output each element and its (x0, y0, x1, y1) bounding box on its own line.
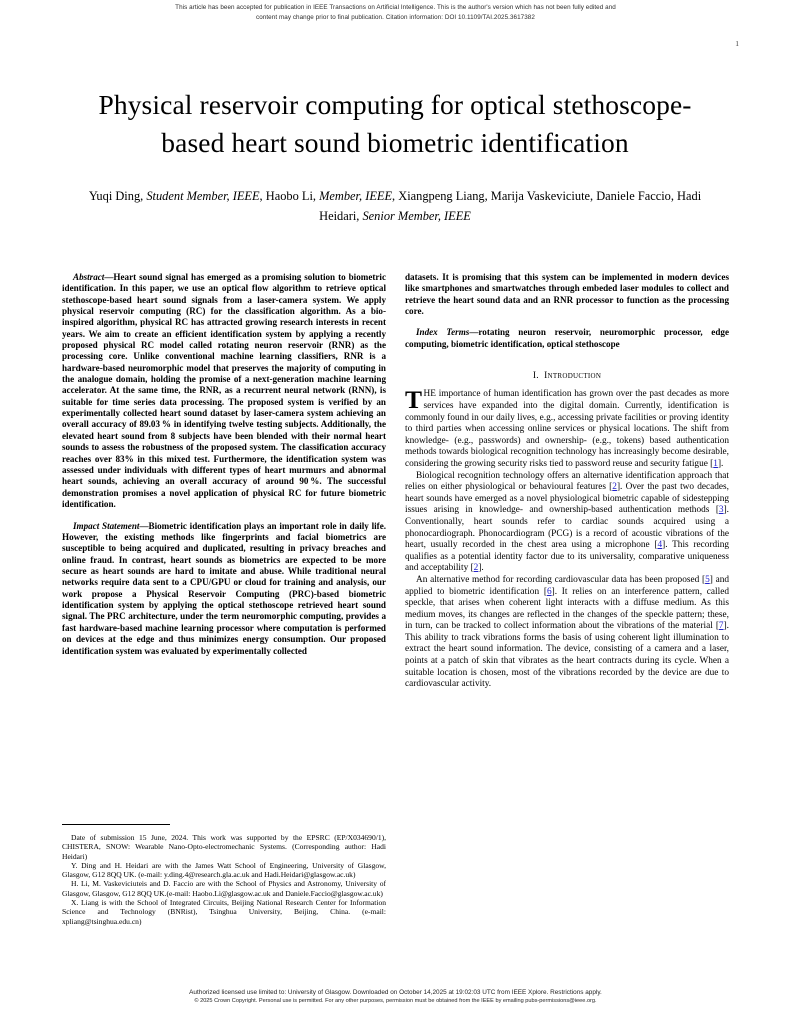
author-names-part-2: , Haobo Li, (259, 189, 320, 203)
abstract-label: Abstract (73, 272, 105, 282)
section-heading-introduction (405, 371, 729, 382)
author-role-3: Senior Member, IEEE (362, 209, 471, 223)
index-terms-label: Index Terms (416, 327, 470, 338)
section-number: I. (532, 371, 539, 382)
citation-link-6[interactable]: 5 (705, 574, 710, 585)
citation-link-8[interactable]: 7 (718, 621, 724, 632)
author-role-2: Member, IEEE (319, 189, 393, 203)
footnote-item: Date of submission 15 June, 2024. This work was supported by the EPSRC (EP/X034690/1), CHISTERA, SNOW: Wearable Nano-Opto-electromechanic Systems. (Corresponding author: Hadi Heidari) (62, 833, 386, 861)
intro-p2-text-e: ]. (478, 563, 484, 574)
left-column (62, 272, 386, 657)
intro-p3-text-d: ]. This ability to track vibrations forms the basis of using coherent light illumination to extract the heart sound information. The device, consisting of a camera and a laser, points at a patch of skin that vibrates as the heart contracts during its cycle. When a suitable location is chosen, most of the vibrations recorded by the device are due to cardiovascular activity. (405, 621, 729, 690)
citation-link-4[interactable]: 4 (657, 540, 663, 551)
footnote-item: Y. Ding and H. Heidari are with the James Watt School of Engineering, University of Glasgow, Glasgow, G12 8QQ UK. (e-mail: y.ding.4@research.gla.ac.uk and Hadi.Heidari@glasgow.ac.uk) (62, 860, 386, 880)
impact-label: Impact Statement (73, 520, 140, 531)
citation-link-3[interactable]: 3 (718, 505, 724, 516)
right-column (405, 272, 729, 691)
intro-p1-text-a: HE importance of human identification has grown over the past decades as more services have expanded into the digital domain. Currently, identification is commonly found in our daily lives, e.g., accessing private facilities or proving identity to third parties when accessing online services or physical locations. The shift from knowledge- (e.g., passwords) and ownership- (e.g., tokens) based authentication methods towards biological recognition technology has increasingly become desirable, considering the growing security risks tied to password reuse and security fatigue [ (405, 389, 729, 469)
author-names-part-1: Yuqi Ding, (88, 189, 147, 203)
intro-paragraph-3 (405, 575, 729, 691)
section-title: Introduction (544, 371, 602, 382)
footer-license-line: Authorized licensed use limited to: University of Glasgow. Downloaded on October 14,2025 at 19:02:03 UTC from IEEE Xplore. Restrictions apply. (189, 989, 602, 996)
footnote-separator (62, 824, 170, 825)
banner-line-1: This article has been accepted for publication in IEEE Transactions on Artificial Intelligence. This is the author's version which has not been fully edited and (175, 4, 616, 11)
abstract-dash: — (104, 272, 114, 282)
index-terms-dash: — (469, 327, 479, 338)
footnote-item: X. Liang is with the School of Integrated Circuits, Beijing National Research Center for Information Science and Technology (BNRist), Tsinghua University, Beijing, China. (e-mail: xpliang@tsinghua.edu.cn) (62, 898, 386, 926)
author-role-1: Student Member, IEEE (146, 189, 260, 203)
page-title: Physical reservoir computing for optical stethoscope-based heart sound biometric identification (98, 89, 692, 159)
page-footer (0, 988, 791, 1007)
abstract-paragraph (62, 272, 386, 510)
index-terms-text: rotating neuron reservoir, neuromorphic processor, edge computing, biometric identification, optical stethoscope (405, 327, 729, 349)
intro-p2-text-a: Biological recognition technology offers an alternative identification approach that relies on either physiological or behavioural features [ (405, 470, 729, 493)
author-list (70, 186, 720, 226)
intro-p2-text-c: ]. Conventionally, heart sounds refer to cardiac sounds acquired using a phonocardiograph. Phonocardiogram (PCG) is a record of acoustic vibrations of the heart, usually recorded in the chest area using a microphone [ (405, 505, 729, 551)
intro-p3-text-a: An alternative method for recording cardiovascular data has been proposed [ (416, 574, 706, 585)
abstract-text: Heart sound signal has emerged as a promising solution to biometric identification. In this paper, we use an optical flow algorithm to retrieve optical stethoscope-based heart sound signals from a laser-camera system. We apply physical reservoir computing (RC) for the classification algorithm. As a bio-inspired algorithm, physical RC has attracted growing research interests in recent years. We aim to create an efficient identification system by applying a recently proposed physical RC model called rotating neuron reservoir (RNR) as the processing core. Unlike conventional machine learning classifiers, RNR is a hardware-based neuromorphic model that preserves the majority of computing in the analogue domain, holding the promise of a next-generation machine learning accelerator. At the same time, the RNR, as a recurrent neural network (RNN), is suitable for time series data processing. The proposed system is verified by an experimentally collected heart sound dataset by laser-camera system achieving an overall accuracy of 89.03 % in identifying twelve testing subjects. Additionally, the elevated heart sound from 8 subjects have been blended with their normal heart sounds to assess the robustness of the proposed system. The classification accuracy reaches over 83% in this mixed test. Furthermore, the identification system was assessed under individuals with different types of heart murmurs and abnormal heart sounds, achieving an overall accuracy of around 90 %. The successful demonstration promises a novel application of physical RC for future biometric identification. (62, 272, 386, 509)
banner-line-2: content may change prior to final publication. Citation information: DOI 10.1109/TAI.2025.3617382 (256, 13, 535, 21)
intro-paragraph-2 (405, 471, 729, 575)
intro-p2-text-d: ]. This recording qualifies as a potential identity factor due to its universality, comparative uniqueness and acceptability [ (405, 540, 729, 574)
intro-p3-text-b: ] and applied to biometric identification [ (405, 574, 730, 597)
index-terms-paragraph (405, 327, 729, 350)
page-number: 1 (735, 39, 739, 48)
footnote-item: H. Li, M. Vaskeviciuteis and D. Faccio are with the School of Physics and Astronomy, University of Glasgow, Glasgow, G12 8QQ UK.(e-mail: Haobo.Li@glasgow.ac.uk and Daniele.Faccio@glasgow.ac.uk) (62, 879, 386, 898)
drop-cap: T (405, 385, 423, 415)
abstract-continuation: datasets. It is promising that this system can be implemented in modern devices like smartphones and smartwatches through embeded laser modules to collect and retrieve the heart sound data and an RNR processor to function as the processing core. (405, 272, 729, 317)
impact-text: Biometric identification plays an important role in daily life. However, the existing methods like fingerprints and facial biometrics are susceptible to being acquired and duplicated, resulting in privacy breaches and online fraud. In contrast, heart sounds as biometrics are expected to be more secure as heart sounds are hard to imitate and abuse. While traditional neural networks require data sent to a CPU/GPU or cloud for training and analysis, our work propose a Physical Reservoir Computing (PRC)-based biometric identification system by applying the optical stethoscope retrieved heart sound signal. The PRC architecture, under the term neuromorphic computing, provides a fast hardware-based machine learning processor where computation is performed on devices at the edge and thus minimizes energy consumption. Our proposed identification system was evaluated by experimentally collected (62, 520, 386, 656)
footnote-block (62, 833, 386, 926)
author-names-part-3: , Xiangpeng Liang, Marija Vaskeviciute, Daniele Faccio, Hadi Heidari, (319, 189, 702, 223)
intro-p2-text-b: ]. Over the past two decades, heart sounds have emerged as a novel physiological biometric capable of sidestepping issues arising in knowledge- and ownership-based authentication methods [ (405, 482, 729, 516)
footer-copyright-line: © 2025 Crown Copyright. Personal use is permitted. For any other purposes, permission must be obtained from the IEEE by emailing pubs-permissions@ieee.org. (194, 998, 597, 1005)
intro-p1-text-b: ]. (717, 458, 724, 469)
ieee-acceptance-banner (0, 3, 791, 22)
citation-link-5[interactable]: 2 (473, 563, 479, 574)
impact-dash: — (139, 520, 149, 531)
intro-paragraph-1 (405, 385, 729, 470)
citation-link-1[interactable]: 1 (713, 458, 718, 469)
citation-link-2[interactable]: 2 (612, 482, 617, 493)
intro-p3-text-c: ]. It relies on an interference pattern, called speckle, that arises when coherent light interacts with a diffuse medium. As this medium moves, its changes are reflected in the changes of the speckle pattern; these, in turn, can be tracked to collect information about the vibrations of the material [ (405, 586, 729, 632)
citation-link-7[interactable]: 6 (546, 586, 552, 597)
impact-statement-paragraph (62, 521, 386, 657)
